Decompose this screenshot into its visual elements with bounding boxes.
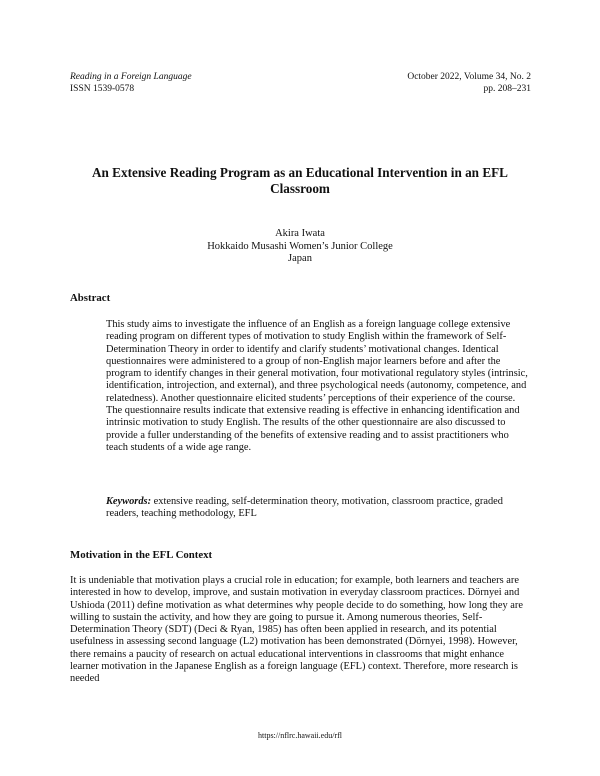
author-country: Japan <box>288 253 312 264</box>
footer-url: https://nflrc.hawaii.edu/rfl <box>258 731 342 740</box>
abstract-heading: Abstract <box>70 292 111 304</box>
keywords <box>106 496 532 521</box>
keywords-label: Keywords: <box>106 496 152 507</box>
running-header-left <box>70 71 192 95</box>
keywords-list: extensive reading, self-determination theory, motivation, classroom practice, graded readers, teaching methodology, EFL <box>106 496 503 520</box>
journal-name: Reading in a Foreign Language <box>70 72 192 82</box>
author-name: Akira Iwata <box>275 228 325 239</box>
article-title: An Extensive Reading Program as an Educational Intervention in an EFL Classroom <box>92 165 508 196</box>
section-heading: Motivation in the EFL Context <box>70 549 213 561</box>
author-block <box>100 228 500 266</box>
issue-info: October 2022, Volume 34, No. 2 <box>407 72 531 82</box>
running-header-right <box>407 71 531 95</box>
body-paragraph: It is undeniable that motivation plays a crucial role in education; for example, both learners and teachers are interested in how to develop, improve, and sustain motivation in everyday classroom practices. Dörnyei and Ushioda (2011) define motivation as what determines why people decide to do something, how long they are willing to sustain the activity, and how they are going to pursue it. Among numerous theories, Self-Determination Theory (SDT) (Deci & Ryan, 1985) has often been applied in research, and its potential usefulness in assessing second language (L2) motivation has been demonstrated (Dörnyei, 1998). However, there remains a paucity of research on actual educational interventions in classrooms that might enhance learner motivation in the Japanese English as a foreign language (EFL) context. Therefore, more research is needed <box>70 575 523 685</box>
page-range: pp. 208–231 <box>483 84 531 94</box>
author-affiliation: Hokkaido Musashi Women’s Junior College <box>207 240 393 252</box>
abstract-text: This study aims to investigate the influence of an English as a foreign language college extensive reading program on different types of motivation to study English within the framework of Self-Determination Theory in order to identify and clarify students’ motivational changes. Identical questionnaires were administered to a group of non-English major learners before and after the program to identify changes in their general motivation, four motivational regulatory styles (intrinsic, identification, introjection, and external), and three psychological needs (autonomy, competence, and relatedness). Another questionnaire elicited students’ perceptions of their experience of the course. The questionnaire results indicate that extensive reading is effective in enhancing identification and intrinsic motivation to study English. The results of the other questionnaire are also discussed to provide a fuller understanding of the benefits of extensive reading and to assist practitioners who teach students of a wide age range. <box>106 319 528 453</box>
issn: ISSN 1539-0578 <box>70 84 135 94</box>
